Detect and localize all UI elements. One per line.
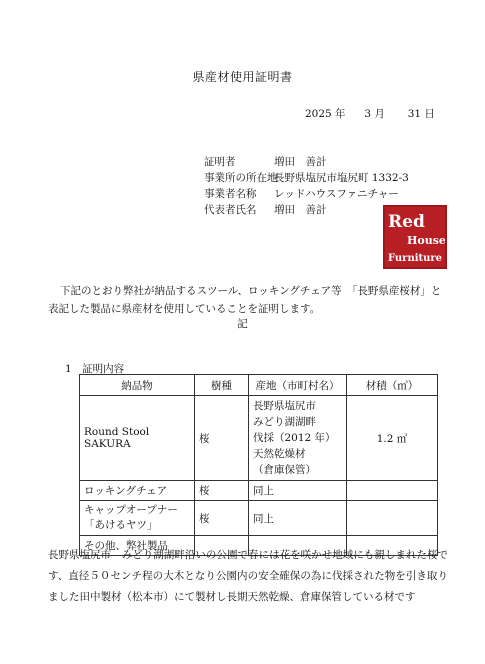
company-value: レッドハウスファニチャー [274, 188, 399, 200]
origin-line: 伐採（2012 年） [253, 432, 336, 444]
seal-text-furniture: Furniture [388, 253, 442, 264]
address-value: 長野県塩尻市塩尻町 1332-3 [274, 172, 409, 184]
cell-item: キャップオープナー「あけるヤツ」 [80, 501, 195, 536]
representative-label: 代表者氏名 [204, 204, 257, 216]
header-item: 納品物 [80, 375, 195, 396]
date-year: 2025 年 [305, 108, 346, 120]
statement-text: 下記のとおり弊社が納品するスツール、ロッキングチェア等 「長野県産桜材」と表記した製品に県産材を使用していることを証明します。 [48, 285, 442, 315]
table-row [80, 481, 438, 501]
header-origin: 産地（市町村名） [249, 375, 347, 396]
certifier-label: 証明者 [204, 156, 236, 168]
ki-heading: 記 [237, 318, 248, 330]
cell-species: 桜 [195, 501, 249, 536]
table-header-row [80, 375, 438, 396]
company-label: 事業者名称 [204, 188, 257, 200]
cell-origin: 同上 [249, 501, 347, 536]
address-label: 事業所の所在地 [204, 172, 278, 184]
origin-line: （倉庫保管） [253, 464, 316, 476]
certifier-value: 増田 善計 [274, 156, 327, 168]
cell-item: Round Stool SAKURA [80, 396, 195, 481]
header-volume: 材積（㎥） [347, 375, 438, 396]
seal-text-house: House [407, 234, 445, 247]
cell-volume [347, 481, 438, 501]
cell-item: ロッキングチェア [80, 481, 195, 501]
cell-item: その他、弊社製品 [80, 536, 195, 556]
date-day: 31 日 [407, 108, 435, 120]
representative-value: 増田 善計 [274, 204, 327, 216]
origin-line: 長野県塩尻市 [253, 400, 316, 412]
date-month: 3 月 [364, 108, 385, 120]
header-species: 樹種 [195, 375, 249, 396]
cell-origin [249, 396, 347, 481]
certifier-row [204, 154, 327, 169]
table-row [80, 396, 438, 481]
cell-species: 桜 [195, 481, 249, 501]
certification-table [79, 374, 438, 556]
bottom-description: 長野県塩尻市 みどり湖湖畔沿いの公園で春には花を咲かせ地域にも親しまれた桜です、直径５０センチ程の大木となり公園内の安全確保の為に伐採された物を引き取りました田中製材（松本市）にて製材し長期天然乾燥、倉庫保管している材です [48, 549, 448, 603]
section-title: 1 証明内容 [65, 363, 125, 375]
origin-line: 天然乾燥材 [253, 448, 306, 460]
cell-volume [347, 501, 438, 536]
seal-graphic [385, 207, 445, 267]
table-row [80, 501, 438, 536]
origin-line: みどり湖湖畔 [253, 416, 316, 428]
representative-row [204, 202, 327, 217]
cell-origin: 同上 [249, 481, 347, 501]
cell-volume: 1.2 ㎥ [347, 396, 438, 481]
company-seal [383, 205, 447, 269]
address-row [204, 170, 409, 185]
cell-species: 桜 [195, 396, 249, 481]
issue-date [305, 106, 435, 121]
seal-text-red: Red [388, 212, 425, 232]
company-row [204, 186, 399, 201]
document-title: 県産材使用証明書 [192, 70, 293, 84]
